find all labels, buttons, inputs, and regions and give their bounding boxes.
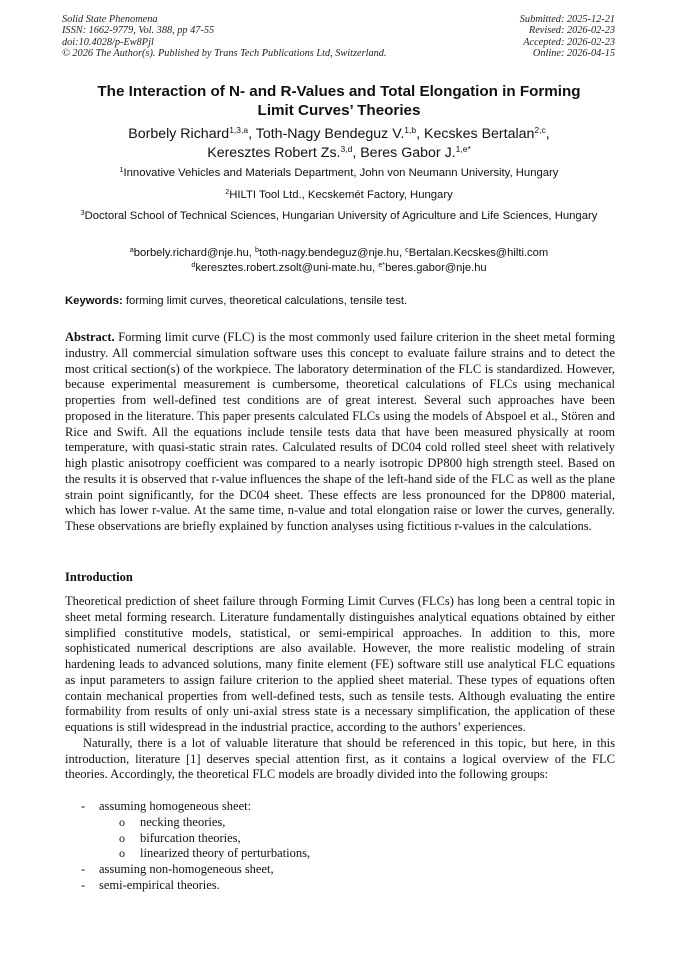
- email-link[interactable]: borbely.richard@nje.hu: [133, 247, 249, 259]
- author-separator: ,: [545, 126, 550, 142]
- affiliation-sup: 1: [119, 165, 124, 174]
- author-emails: [60, 246, 618, 277]
- author-name: Beres Gabor J.: [360, 144, 456, 161]
- list-item: [65, 878, 615, 894]
- title-line-1: The Interaction of N- and R-Values and Total Elongation in Forming: [97, 83, 581, 100]
- email-sup: a: [129, 245, 134, 254]
- list-bullet-dash: -: [81, 799, 86, 813]
- email-link[interactable]: keresztes.robert.zsolt@uni-mate.hu: [195, 262, 373, 275]
- affiliation-1: [60, 166, 618, 182]
- affiliation-text: Innovative Vehicles and Materials Department, John von Neumann University, Hungary: [123, 167, 559, 179]
- list-bullet-circle: o: [119, 814, 125, 829]
- author-name: Kecskes Bertalan: [424, 126, 535, 142]
- author-name: Keresztes Robert Zs.: [207, 144, 341, 161]
- intro-paragraph-1: Theoretical prediction of sheet failure through Forming Limit Curves (FLCs) has long been a central topic in sheet metal forming research. Literature fundamentally distinguishes analytical equations obtained by either simplified constitutive models, statistical, or semi-empirical approaches. In addition to this, more sophisticated numerical descriptions are also available. However, the more realistic modeling of strain hardening leads to advanced solutions, many finite element (FE) software still use analytical FLC equations as input parameters to assign failure criterion to the applied sheet material. These types of equations often contain mechanical properties from well-defined tests, such as tensile tests. Although evaluating the entire formability from results of only uni-axial stress state is a necessary simplification, the application of these equations is still widespread in the industrial practice, according to the authors’ experiences.: [65, 594, 615, 734]
- list-item-text: assuming non-homogeneous sheet,: [99, 862, 274, 877]
- date-submitted: Submitted: 2025-12-21: [519, 14, 615, 25]
- email-sup: c: [405, 245, 409, 254]
- email-sup: b: [255, 245, 260, 254]
- section-heading-introduction: Introduction: [65, 570, 133, 584]
- author-affiliation-sup: 1,b: [404, 125, 417, 135]
- author-line-2: [60, 144, 618, 163]
- list-item-text: linearized theory of perturbations,: [140, 846, 311, 861]
- abstract-label: Abstract.: [65, 330, 115, 344]
- journal-name: Solid State Phenomena: [62, 14, 158, 25]
- email-line-2: $^d$keresztes.robert.zsolt@uni-mate.hu, $^{e*}$beres.gabor@nje.hu: [191, 260, 487, 275]
- affiliation-3: [72, 209, 606, 225]
- journal-copyright: © 2026 The Author(s). Published by Trans Tech Publications Ltd, Switzerland.: [62, 48, 387, 60]
- author-affiliation-sup: 3,d: [340, 143, 353, 154]
- author-separator: ,: [352, 144, 361, 161]
- email-link[interactable]: beres.gabor@nje.hu: [385, 262, 487, 275]
- list-item-text: bifurcation theories,: [140, 830, 241, 845]
- journal-issn: ISSN: 1662-9779, Vol. 388, pp 47-55: [62, 25, 215, 37]
- keywords-text: forming limit curves, theoretical calculations, tensile test.: [125, 295, 408, 307]
- list-item: [65, 846, 615, 862]
- email-sup: d: [191, 260, 196, 270]
- date-accepted: Accepted: 2026-02-23: [523, 36, 615, 48]
- affiliation-sup: 2: [225, 187, 230, 196]
- date-online: Online: 2026-04-15: [532, 48, 615, 60]
- list-item-text: semi-empirical theories.: [99, 877, 220, 892]
- title-line-2: Limit Curves’ Theories: [257, 101, 421, 119]
- author-name: Borbely Richard: [128, 126, 230, 142]
- author-affiliation-sup: 1,e*: [455, 143, 471, 154]
- author-separator: ,: [248, 126, 256, 142]
- list-bullet-dash: -: [81, 877, 86, 892]
- journal-header-right: [520, 14, 615, 60]
- list-item-text: necking theories,: [140, 814, 226, 829]
- affiliation-text: Doctoral School of Technical Sciences, Hungarian University of Agriculture and Life Sciences, Hungary: [84, 210, 598, 222]
- list-item: [65, 799, 615, 815]
- journal-doi: doi:10.4028/p-Ew8Pjl: [62, 36, 154, 48]
- list-item: [65, 862, 615, 878]
- author-list: [60, 125, 618, 162]
- journal-header-left: [62, 14, 386, 60]
- email-link[interactable]: Bertalan.Kecskes@hilti.com: [408, 247, 549, 259]
- author-affiliation-sup: 2,c: [534, 125, 546, 135]
- email-link[interactable]: toth-nagy.bendeguz@nje.hu: [259, 247, 399, 259]
- list-bullet-circle: o: [119, 846, 125, 861]
- list-bullet-circle: o: [119, 830, 125, 845]
- list-item: [65, 815, 615, 831]
- list-bullet-dash: -: [81, 862, 86, 877]
- list-item: [65, 831, 615, 847]
- abstract: [65, 330, 615, 535]
- author-name: Toth-Nagy Bendeguz V.: [255, 126, 405, 142]
- email-line-1: $^a$borbely.richard@nje.hu, $^b$toth-nagy.bendeguz@nje.hu, $^c$Bertalan.Kecskes@hilti.com: [129, 245, 549, 259]
- keywords-label: Keywords:: [65, 295, 123, 307]
- intro-paragraph-2: Naturally, there is a lot of valuable literature that should be referenced in this topic, but here, in this introduction, literature [1] deserves special attention first, as it contains a logical overview of the FLC theories. Accordingly, the theoretical FLC models are broadly divided into the following groups:: [65, 735, 615, 782]
- author-separator: ,: [416, 126, 425, 142]
- paper-title: [60, 83, 618, 120]
- author-affiliation-sup: 1,3,a: [229, 125, 249, 135]
- affiliation-sup: 3: [80, 208, 85, 217]
- email-sup: e*: [378, 260, 386, 270]
- author-line-1: [60, 125, 618, 144]
- affiliation-2: [60, 188, 618, 204]
- abstract-text: Forming limit curve (FLC) is the most commonly used failure criterion in the sheet metal forming industry. All commercial simulation software uses this concept to evaluate failure strains and to detect the most critical section(s) of the workpiece. The laboratory determination of the FLC is standardized. However, because experimental measurement is cumbersome, theoretical calculations of FLCs using mechanical properties from well-defined test conditions are of great interest. Several such approaches have been proposed in the literature. This paper presents calculated FLCs using the models of Abspoel et al., Stören and Rice and Swift. All the equations include tensile tests data that have been measured physically at room temperature, with quasi-static strain rates. Calculated results of DC04 cold rolled steel sheet with relatively high plastic anisotropy coefficient was compared to a nearly isotropic DP800 high strength steel. Based on the results it is observed that r-value influences the shape of the left-hand side of the FLC as well as the plane strain point significantly, for the DC04 sheet. These effects are less pronounced for the DP800 material, which has lower r-value. At the same time, n-value and total elongation raise or lower the curves, generally. These observations are briefly explained by function analyses using fictitious r-values in the calculations.: [65, 330, 615, 533]
- affiliation-text: HILTI Tool Ltd., Kecskemét Factory, Hungary: [229, 189, 453, 201]
- keywords: [65, 294, 615, 309]
- introduction-body: [65, 594, 615, 783]
- flc-theory-list: [65, 799, 615, 894]
- list-item-text: assuming homogeneous sheet:: [99, 799, 252, 813]
- date-revised: Revised: 2026-02-23: [528, 25, 615, 37]
